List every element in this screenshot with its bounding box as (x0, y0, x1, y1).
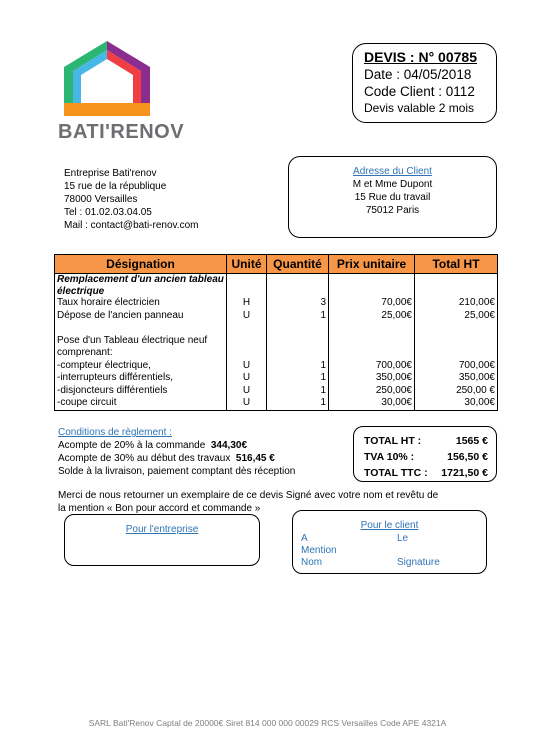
row-unit: U (227, 310, 267, 323)
condition-line (58, 439, 295, 452)
client-city: 75012 Paris (365, 205, 420, 216)
enterprise-signature-box[interactable] (64, 514, 260, 566)
total-ttc-value: 1721,50 € (441, 467, 488, 479)
row-price: 250,00€ (329, 385, 415, 398)
row-qty: 1 (267, 310, 329, 323)
client-signature-box[interactable] (292, 510, 487, 574)
col-total: Total HT (415, 255, 498, 274)
total-ttc-row (364, 465, 488, 481)
label-le: Le (397, 533, 409, 544)
table-row (55, 347, 498, 360)
table-row (55, 335, 498, 348)
instructions-line: la mention « Bon pour accord et commande » (58, 503, 261, 514)
row-total: 210,00€ (415, 297, 498, 310)
condition-line: Solde à la livraison, paiement comptant dès réception (58, 466, 296, 477)
conditions-heading: Conditions de règlement : (58, 427, 172, 438)
table-row (55, 360, 498, 373)
row-designation: -interrupteurs différentiels, (55, 372, 227, 385)
client-signature-left-labels (301, 533, 361, 569)
company-street: 15 rue de la république (64, 181, 167, 192)
table-header-row (55, 255, 498, 274)
col-designation: Désignation (55, 255, 227, 274)
condition-text: Acompte de 30% au début des travaux (58, 453, 231, 464)
col-unit-price: Prix unitaire (329, 255, 415, 274)
company-city: 78000 Versailles (64, 194, 138, 205)
row-price: 70,00€ (329, 297, 415, 310)
row-total: 250,00 € (415, 385, 498, 398)
row-total (415, 274, 498, 298)
instructions-line: Merci de nous retourner un exemplaire de ce devis Signé avec votre nom et revêtu de (58, 490, 439, 501)
client-signature-heading: Pour le client (360, 520, 419, 531)
label-a: A (301, 533, 308, 544)
client-address-box (288, 156, 497, 238)
row-unit: U (227, 360, 267, 373)
label-mention: Mention (301, 545, 337, 556)
row-designation: Remplacement d'un ancien tableau électrique (55, 274, 227, 298)
devis-number: DEVIS : N° 00785 (364, 49, 477, 65)
condition-value: 344,30€ (210, 440, 248, 451)
row-unit: U (227, 385, 267, 398)
tva-row (364, 449, 488, 465)
table-row (55, 322, 498, 335)
row-designation: -compteur électrique, (55, 360, 227, 373)
row-designation: -disjoncteurs différentiels (55, 385, 227, 398)
brand-name: BATI'RENOV (58, 121, 185, 143)
company-mail: Mail : contact@bati-renov.com (64, 220, 199, 231)
row-designation: Pose d'un Tableau électrique neuf (55, 335, 227, 348)
table-row (55, 397, 498, 410)
condition-line (58, 452, 295, 465)
row-unit (227, 322, 267, 335)
row-price: 350,00€ (329, 372, 415, 385)
table-row (55, 297, 498, 310)
table-row (55, 385, 498, 398)
row-qty: 1 (267, 397, 329, 410)
condition-value: 516,45 € (235, 453, 275, 464)
row-price (329, 322, 415, 335)
company-phone: Tel : 01.02.03.04.05 (64, 207, 152, 218)
row-designation: comprenant: (55, 347, 227, 360)
row-qty: 3 (267, 297, 329, 310)
row-qty (267, 274, 329, 298)
row-designation: -coupe circuit (55, 397, 227, 410)
company-name: Entreprise Bati'renov (64, 168, 157, 179)
row-designation: Dépose de l'ancien panneau (55, 310, 227, 323)
devis-date: Date : 04/05/2018 (364, 67, 472, 82)
col-quantity: Quantité (267, 255, 329, 274)
row-total: 30,00€ (415, 397, 498, 410)
row-qty (267, 335, 329, 348)
row-qty: 1 (267, 385, 329, 398)
row-price: 700,00€ (329, 360, 415, 373)
row-unit (227, 335, 267, 348)
row-total (415, 335, 498, 348)
total-ttc-label: TOTAL TTC : (364, 467, 428, 479)
condition-text: Acompte de 20% à la commande (58, 440, 206, 451)
devis-validity: Devis valable 2 mois (364, 101, 475, 115)
client-heading: Adresse du Client (353, 166, 432, 177)
total-ht-value: 1565 € (455, 435, 488, 447)
enterprise-signature-heading: Pour l'entreprise (125, 524, 199, 535)
devis-info-box (352, 43, 497, 123)
label-signature: Signature (397, 557, 440, 568)
house-logo-icon (62, 39, 152, 119)
row-price: 25,00€ (329, 310, 415, 323)
row-unit (227, 274, 267, 298)
row-qty (267, 322, 329, 335)
table-row (55, 310, 498, 323)
legal-footer: SARL Bati'Renov Captal de 20000€ Siret 814 000 000 00029 RCS Versailles Code APE 4321A (88, 718, 447, 728)
row-price (329, 347, 415, 360)
client-name: M et Mme Dupont (352, 179, 433, 190)
row-price: 30,00€ (329, 397, 415, 410)
quote-table (54, 254, 498, 411)
label-nom: Nom (301, 557, 323, 568)
row-total: 350,00€ (415, 372, 498, 385)
row-total (415, 322, 498, 335)
row-qty (267, 347, 329, 360)
col-unit: Unité (227, 255, 267, 274)
payment-conditions (58, 426, 295, 478)
row-unit (227, 347, 267, 360)
row-unit: U (227, 397, 267, 410)
tva-label: TVA 10% : (364, 451, 415, 463)
company-address (64, 167, 198, 232)
table-row (55, 274, 498, 298)
row-price (329, 274, 415, 298)
row-designation (55, 322, 227, 335)
totals-box (353, 426, 497, 482)
table-row (55, 372, 498, 385)
row-total: 700,00€ (415, 360, 498, 373)
total-ht-label: TOTAL HT : (364, 435, 422, 447)
row-designation: Taux horaire électricien (55, 297, 227, 310)
row-total: 25,00€ (415, 310, 498, 323)
client-street: 15 Rue du travail (354, 192, 431, 203)
row-qty: 1 (267, 360, 329, 373)
row-total (415, 347, 498, 360)
tva-value: 156,50 € (447, 451, 488, 463)
client-code: Code Client : 0112 (364, 84, 475, 99)
total-ht-row (364, 433, 488, 449)
row-unit: H (227, 297, 267, 310)
row-qty: 1 (267, 372, 329, 385)
row-price (329, 335, 415, 348)
row-unit: U (227, 372, 267, 385)
